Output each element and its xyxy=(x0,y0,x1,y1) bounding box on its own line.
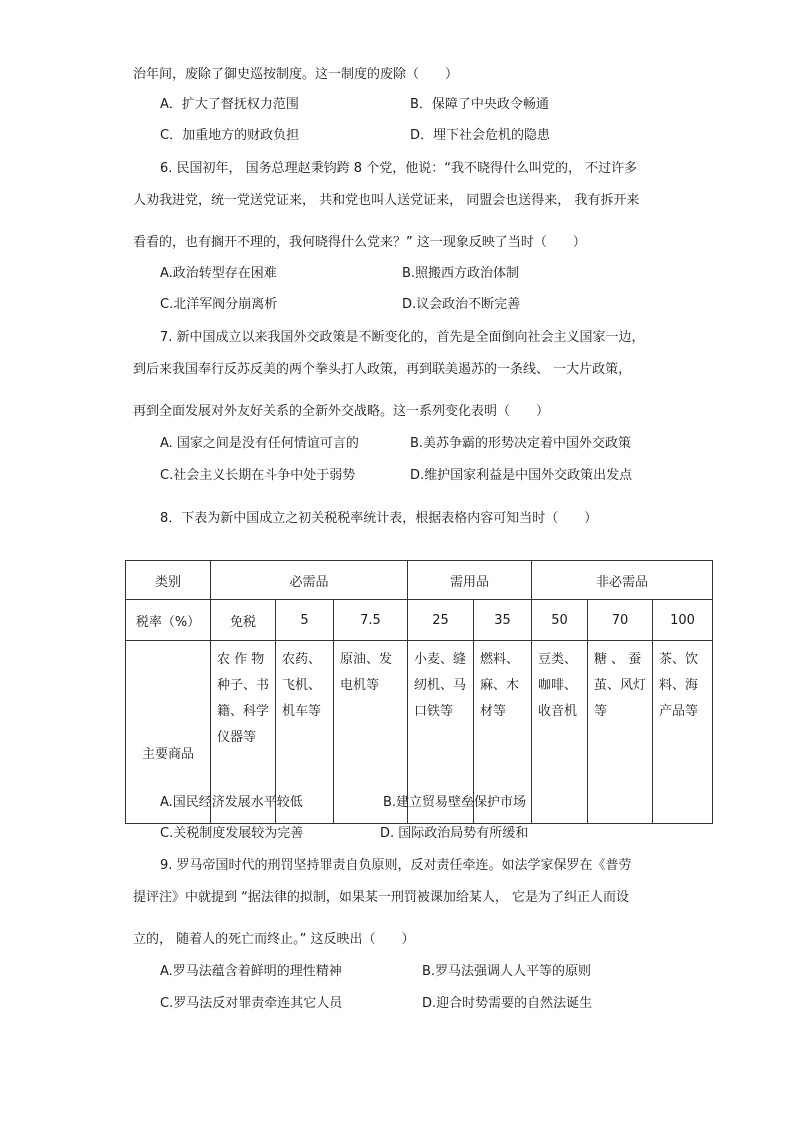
q5-option-a[interactable]: A．扩大了督抚权力范围 xyxy=(160,97,299,112)
goods-line: 等 xyxy=(594,704,608,719)
q7-stem-line2: 到后来我国奉行反苏反美的两个拳头打人政策，再到联美遏苏的一条线、 一大片政策， xyxy=(133,362,632,377)
rate-cell: 100 xyxy=(653,600,713,641)
rate-cell: 25 xyxy=(408,600,474,641)
goods-line: 仪器等 xyxy=(217,730,257,745)
goods-line: 种子、书 xyxy=(217,678,270,693)
goods-label: 主要商品 xyxy=(126,641,211,824)
q9-stem-line2: 提评注》中就提到 “据法律的拟制，如果某一刑罚被课加给某人， 它是为了纠正人而设 xyxy=(133,890,630,905)
goods-line: 茧、风灯 xyxy=(594,678,647,693)
q6-option-d[interactable]: D.议会政治不断完善 xyxy=(402,297,521,312)
rate-cell: 70 xyxy=(588,600,653,641)
q6-stem-line1: 6. 民国初年， 国务总理赵秉钧跨 8 个党，他说：“我不晓得什么叫党的， 不过许多 xyxy=(160,161,638,176)
goods-line: 口铁等 xyxy=(414,704,454,719)
rate-cell: 35 xyxy=(474,600,532,641)
goods-line: 豆类、 xyxy=(538,652,578,667)
q6-stem-line2: 人劝我进党，统一党送党证来， 共和党也叫人送党证来， 同盟会也送得来， 我有拆开来 xyxy=(133,193,640,208)
goods-line: 产品等 xyxy=(659,704,699,719)
q7-option-b[interactable]: B.美苏争霸的形势决定着中国外交政策 xyxy=(410,436,632,451)
goods-line: 飞机、 xyxy=(282,678,322,693)
goods-line: 原油、发 xyxy=(340,652,393,667)
q8-option-c[interactable]: C.关税制度发展较为完善 xyxy=(160,826,304,841)
goods-line: 农 作 物 xyxy=(217,652,265,667)
group-needed-goods: 需用品 xyxy=(408,561,532,600)
q7-option-c[interactable]: C.社会主义长期在斗争中处于弱势 xyxy=(160,468,356,483)
q9-stem-line3: 立的， 随着人的死亡而终止。” 这反映出（ ） xyxy=(133,932,415,947)
goods-line: 机车等 xyxy=(282,704,322,719)
goods-line: 纫机、马 xyxy=(414,678,467,693)
goods-line: 籍、科学 xyxy=(217,704,270,719)
q7-stem-line1: 7. 新中国成立以来我国外交政策是不断变化的，首先是全面倒向社会主义国家一边， xyxy=(160,330,645,345)
goods-cell xyxy=(532,641,588,824)
goods-line: 麻、木 xyxy=(480,678,520,693)
q8-option-a[interactable]: A.国民经济发展水平较低 xyxy=(160,795,303,810)
q9-option-d[interactable]: D.迎合时势需要的自然法诞生 xyxy=(422,996,593,1011)
goods-line: 农药、 xyxy=(282,652,322,667)
rate-label: 税率（%） xyxy=(126,600,211,641)
goods-line: 燃料、 xyxy=(480,652,520,667)
q9-option-a[interactable]: A.罗马法蕴含着鲜明的理性精神 xyxy=(160,964,342,979)
q5-stem: 治年间，废除了御史巡按制度。这一制度的废除（ ） xyxy=(133,67,459,82)
q7-option-d[interactable]: D.维护国家利益是中国外交政策出发点 xyxy=(410,468,633,483)
q8-option-d[interactable]: D. 国际政治局势有所缓和 xyxy=(380,826,529,841)
goods-line: 收音机 xyxy=(538,704,578,719)
goods-line: 咖啡、 xyxy=(538,678,578,693)
goods-cell xyxy=(588,641,653,824)
q9-option-b[interactable]: B.罗马法强调人人平等的原则 xyxy=(422,964,592,979)
header-category: 类别 xyxy=(126,561,211,600)
goods-line: 茶、饮 xyxy=(659,652,699,667)
q8-option-b[interactable]: B.建立贸易壁垒保护市场 xyxy=(383,795,527,810)
goods-line: 糖 、 蚕 xyxy=(594,652,642,667)
q9-option-c[interactable]: C.罗马法反对罪责牵连其它人员 xyxy=(160,996,343,1011)
q6-stem-line3: 看看的，也有搁开不理的，我何晓得什么党来？” 这一现象反映了当时（ ） xyxy=(133,235,586,250)
goods-line: 小麦、缝 xyxy=(414,652,467,667)
q6-option-b[interactable]: B.照搬西方政治体制 xyxy=(402,266,520,281)
rate-cell: 免税 xyxy=(211,600,276,641)
rate-cell: 50 xyxy=(532,600,588,641)
tariff-rate-table xyxy=(125,560,713,824)
q9-stem-line1: 9. 罗马帝国时代的刑罚坚持罪责自负原则，反对责任牵连。如法学家保罗在《普劳 xyxy=(160,858,632,873)
group-non-necessities: 非必需品 xyxy=(532,561,713,600)
goods-line: 材等 xyxy=(480,704,507,719)
rate-cell: 7.5 xyxy=(334,600,408,641)
goods-line: 料、海 xyxy=(659,678,699,693)
rate-cell: 5 xyxy=(276,600,334,641)
q7-stem-line3: 再到全面发展对外友好关系的全新外交战略。这一系列变化表明（ ） xyxy=(133,404,550,419)
group-necessities: 必需品 xyxy=(211,561,408,600)
q8-stem: 8．下表为新中国成立之初关税税率统计表，根据表格内容可知当时（ ） xyxy=(160,511,598,526)
q5-option-d[interactable]: D．埋下社会危机的隐患 xyxy=(410,128,551,143)
q6-option-c[interactable]: C.北洋军阀分崩离析 xyxy=(160,297,278,312)
goods-line: 电机等 xyxy=(340,678,380,693)
goods-cell xyxy=(653,641,713,824)
q5-option-b[interactable]: B．保障了中央政令畅通 xyxy=(410,97,549,112)
q5-option-c[interactable]: C．加重地方的财政负担 xyxy=(160,128,300,143)
q7-option-a[interactable]: A. 国家之间是没有任何情谊可言的 xyxy=(160,436,359,451)
q6-option-a[interactable]: A.政治转型存在困难 xyxy=(160,266,277,281)
